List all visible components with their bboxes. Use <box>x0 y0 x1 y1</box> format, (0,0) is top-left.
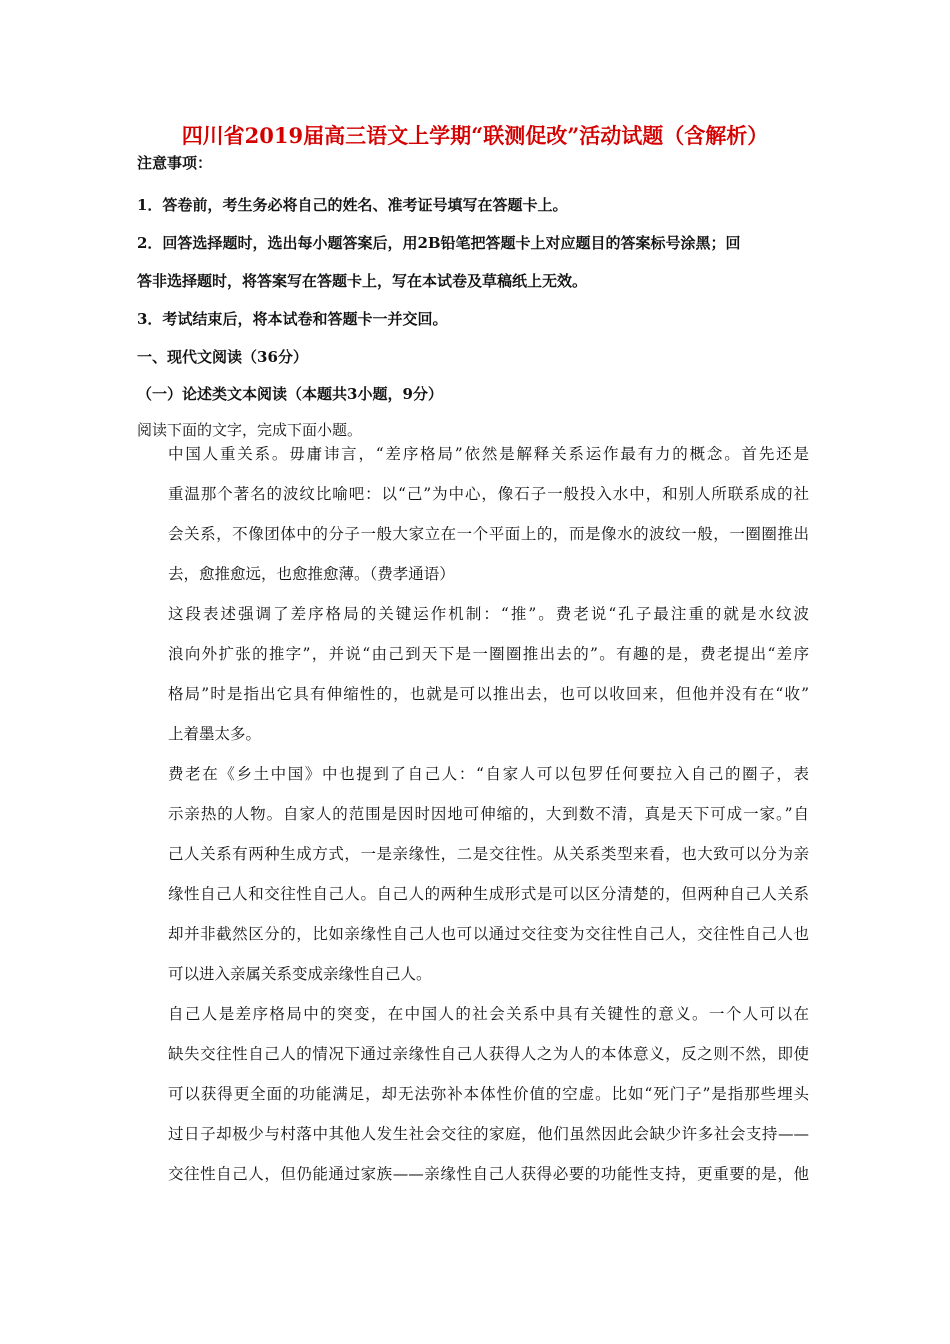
note-item-3: 3．考试结束后，将本试卷和答题卡一并交回。 <box>137 310 448 328</box>
paragraph-line: 过日子却极少与村落中其他人发生社会交往的家庭，他们虽然因此会缺少许多社会支持—— <box>168 1125 809 1143</box>
exam-notes <box>137 150 817 448</box>
passage-paragraph-2 <box>137 594 809 754</box>
note-item-2-continued: 答非选择题时，将答案写在答题卡上，写在本试卷及草稿纸上无效。 <box>137 272 588 290</box>
paragraph-line: 可以进入亲属关系变成亲缘性自己人。 <box>168 965 432 983</box>
paragraph-line: 费老在《乡土中国》中也提到了自己人：“自家人可以包罗任何要拉入自己的圈子，表 <box>168 765 809 783</box>
paragraph-line: 缘性自己人和交往性自己人。自己人的两种生成形式是可以区分清楚的，但两种自己人关系 <box>168 885 809 903</box>
paragraph-line: 浪向外扩张的推字”，并说“由己到天下是一圈圈推出去的”。有趣的是，费老提出“差序 <box>168 645 809 663</box>
paragraph-line: 这段表述强调了差序格局的关键运作机制：“推”。费老说“孔子最注重的就是水纹波 <box>168 605 809 623</box>
paragraph-line: 去，愈推愈远，也愈推愈薄。（费孝通语） <box>168 565 455 583</box>
paragraph-line: 会关系，不像团体中的分子一般大家立在一个平面上的，而是像水的波纹一般，一圈圈推出 <box>168 525 809 543</box>
paragraph-line: 可以获得更全面的功能满足，却无法弥补本体性价值的空虚。比如“死门子”是指那些埋头 <box>168 1085 809 1103</box>
paragraph-line: 缺失交往性自己人的情况下通过亲缘性自己人获得人之为人的本体意义，反之则不然，即使 <box>168 1045 809 1063</box>
passage-paragraph-4 <box>137 994 809 1194</box>
paragraph-line: 中国人重关系。毋庸讳言，“差序格局”依然是解释关系运作最有力的概念。首先还是 <box>168 445 809 463</box>
section-heading: 一、现代文阅读（36分） <box>137 348 308 366</box>
passage-paragraph-1 <box>137 434 809 594</box>
paragraph-line: 却并非截然区分的，比如亲缘性自己人也可以通过交往变为交往性自己人，交往性自己人也 <box>168 925 809 943</box>
paragraph-line: 自己人是差序格局中的突变，在中国人的社会关系中具有关键性的意义。一个人可以在 <box>168 1005 809 1023</box>
passage-paragraph-3 <box>137 754 809 994</box>
paragraph-line: 格局”时是指出它具有伸缩性的，也就是可以推出去，也可以收回来，但他并没有在“收” <box>168 685 809 703</box>
reading-instruction: 阅读下面的文字，完成下面小题。 <box>137 421 363 439</box>
document-title: 四川省2019届高三语文上学期“联测促改”活动试题（含解析） <box>181 123 769 148</box>
subsection-heading: （一）论述类文本阅读（本题共3小题，9分） <box>137 385 443 403</box>
paragraph-line: 上着墨太多。 <box>168 725 262 743</box>
paragraph-line: 己人关系有两种生成方式，一是亲缘性，二是交往性。从关系类型来看，也大致可以分为亲 <box>168 845 809 863</box>
paragraph-line: 交往性自己人，但仍能通过家族——亲缘性自己人获得必要的功能性支持，更重要的是，他 <box>168 1165 809 1183</box>
note-item-2: 2．回答选择题时，选出每小题答案后，用2B铅笔把答题卡上对应题目的答案标号涂黑；回 <box>137 234 741 252</box>
paragraph-line: 示亲热的人物。自家人的范围是因时因地可伸缩的，大到数不清，真是天下可成一家。”自 <box>168 805 809 823</box>
paragraph-line: 重温那个著名的波纹比喻吧：以“己”为中心，像石子一般投入水中，和别人所联系成的社 <box>168 485 809 503</box>
notes-heading: 注意事项： <box>137 154 213 172</box>
note-item-1: 1．答卷前，考生务必将自己的姓名、准考证号填写在答题卡上。 <box>137 196 568 214</box>
reading-passage <box>137 434 809 1194</box>
